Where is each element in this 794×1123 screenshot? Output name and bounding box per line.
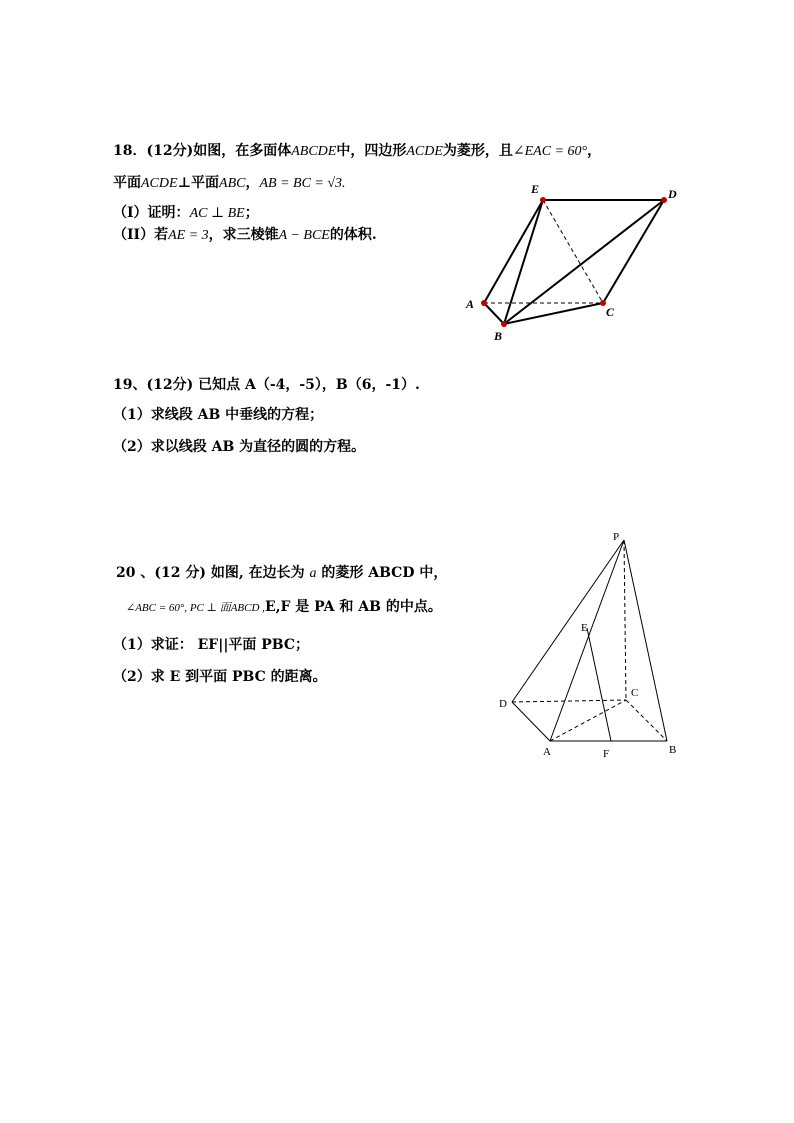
q20-part2: （2）求 E 到平面 PBC 的距离。 <box>113 669 327 685</box>
q18-edge-eb <box>504 200 543 324</box>
q18-edge-bd <box>504 200 664 324</box>
q18-part2: （II）若AE = 3，求三棱锥A − BCE的体积. <box>113 227 377 243</box>
q20-label-e: E <box>581 622 588 634</box>
q20-edge-pc-dashed <box>624 540 626 700</box>
q18-point-b <box>501 321 507 327</box>
q20-edge-cb-dashed <box>626 700 667 741</box>
q20-edge-da <box>512 702 550 741</box>
q20-label-d: D <box>499 698 507 710</box>
q20-edge-pa <box>550 540 624 741</box>
q18-line2: 平面ACDE⊥平面ABC，AB = BC = √3. <box>113 175 346 191</box>
q19-line1: 19、(12分) 已知点 A（-4，-5），B（6，-1）. <box>113 377 420 393</box>
q18-label-a: A <box>466 297 475 311</box>
q18-label-d: D <box>668 187 677 201</box>
q18-label-e: E <box>531 182 540 196</box>
q20-edge-ef <box>587 628 611 741</box>
q18-figure <box>460 180 690 350</box>
q20-line2: ∠ABC = 60°, PC ⊥ 面ABCD ,E,F 是 PA 和 AB 的中点。 <box>126 599 442 615</box>
q18-point-a <box>481 300 487 306</box>
q20-edge-pb <box>624 540 667 741</box>
q20-label-p: P <box>613 531 620 543</box>
q19-part2: （2）求以线段 AB 为直径的圆的方程。 <box>113 439 366 455</box>
q20-label-f: F <box>603 748 610 760</box>
q20-line1: 20 、(12 分) 如图, 在边长为 a 的菱形 ABCD 中， <box>116 565 448 581</box>
q18-edge-ab <box>484 303 504 324</box>
q18-point-d <box>661 197 667 203</box>
q18-edge-ea <box>484 200 543 303</box>
q20-label-b: B <box>669 744 677 756</box>
q18-edge-dc <box>603 200 664 303</box>
q20-part1: （1）求证： EF||平面 PBC； <box>113 637 310 653</box>
q18-label-c: C <box>606 305 615 319</box>
q18-math-abcde: ABCDE <box>291 144 337 159</box>
q19-part1: （1）求线段 AB 中垂线的方程； <box>113 407 324 423</box>
q18-part1: （I）证明：AC ⊥ BE； <box>113 205 259 221</box>
q18-math-angle: ∠EAC = 60° <box>512 144 588 159</box>
q20-figure <box>490 525 690 765</box>
q20-edge-ac-dashed <box>550 700 626 741</box>
q20-edge-dc-dashed <box>512 700 626 702</box>
q18-point-e <box>540 197 546 203</box>
q18-math-acde: ACDE <box>406 144 443 159</box>
q20-label-a: A <box>543 746 551 758</box>
q20-label-c: C <box>631 687 639 699</box>
q20-edge-pd <box>512 540 624 702</box>
q18-line1: 18．(12分)如图，在多面体ABCDE中，四边形ACDE为菱形，且∠EAC = 60°， <box>113 143 602 159</box>
q18-label-b: B <box>494 329 503 343</box>
